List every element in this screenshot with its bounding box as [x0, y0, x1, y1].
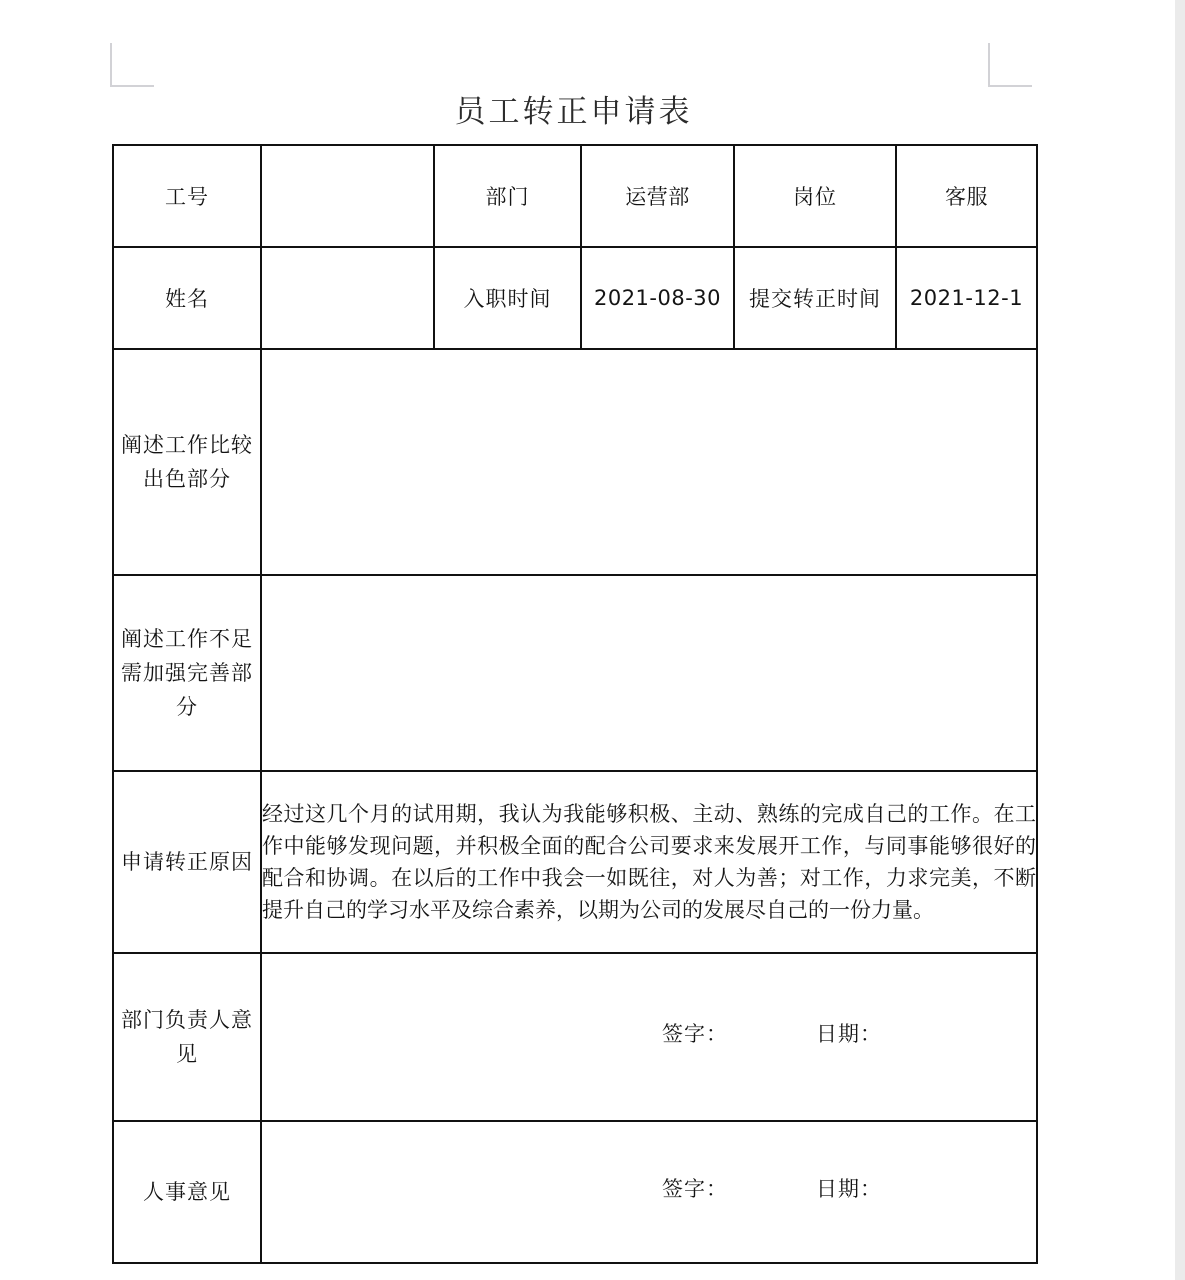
cell-value-name[interactable] [261, 247, 434, 349]
cell-label-name: 姓名 [113, 247, 261, 349]
cell-value-hr-opinion[interactable] [261, 1121, 1037, 1263]
department-signature-line [262, 1018, 1036, 1056]
hr-date-label: 日期： [816, 1177, 882, 1201]
cell-label-weaknesses: 阐述工作不足需加强完善部分 [113, 575, 261, 771]
table-row-weaknesses [113, 575, 1037, 771]
table-row-hr-opinion [113, 1121, 1037, 1263]
hr-signature-label: 签字： [662, 1177, 728, 1201]
page-right-gutter [1175, 0, 1185, 1280]
table-row-name [113, 247, 1037, 349]
crop-mark-top-right-icon [988, 43, 1032, 87]
cell-value-submission-date[interactable]: 2021-12-1 [896, 247, 1037, 349]
cell-value-department-opinion[interactable] [261, 953, 1037, 1121]
employee-regularization-form-table [112, 144, 1038, 1264]
cell-label-hire-date: 入职时间 [434, 247, 581, 349]
cell-label-submission-date: 提交转正时间 [734, 247, 896, 349]
cell-label-employee-id: 工号 [113, 145, 261, 247]
cell-label-strengths: 阐述工作比较出色部分 [113, 349, 261, 575]
crop-mark-top-left-icon [110, 43, 154, 87]
cell-label-position: 岗位 [734, 145, 896, 247]
cell-value-hire-date[interactable]: 2021-08-30 [581, 247, 734, 349]
cell-value-strengths[interactable] [261, 349, 1037, 575]
cell-value-position[interactable]: 客服 [896, 145, 1037, 247]
cell-value-weaknesses[interactable] [261, 575, 1037, 771]
table-row-department-opinion [113, 953, 1037, 1121]
cell-label-reason: 申请转正原因 [113, 771, 261, 953]
table-row-employee-id [113, 145, 1037, 247]
cell-label-department: 部门 [434, 145, 581, 247]
cell-value-reason[interactable]: 经过这几个月的试用期，我认为我能够积极、主动、熟练的完成自己的工作。在工作中能够发现问题，并积极全面的配合公司要求来发展开工作，与同事能够很好的配合和协调。在以后的工作中我会一如既往，对人为善；对工作，力求完美，不断提升自己的学习水平及综合素养，以期为公司的发展尽自己的一份力量。 [261, 771, 1037, 953]
cell-label-hr-opinion: 人事意见 [113, 1121, 261, 1263]
table-row-reason [113, 771, 1037, 953]
cell-label-department-opinion: 部门负责人意见 [113, 953, 261, 1121]
cell-value-department[interactable]: 运营部 [581, 145, 734, 247]
page-title: 员工转正申请表 [454, 94, 693, 130]
department-date-label: 日期： [816, 1022, 882, 1046]
department-signature-label: 签字： [662, 1022, 728, 1046]
cell-value-employee-id[interactable] [261, 145, 434, 247]
hr-signature-line [262, 1173, 1036, 1211]
table-row-strengths [113, 349, 1037, 575]
